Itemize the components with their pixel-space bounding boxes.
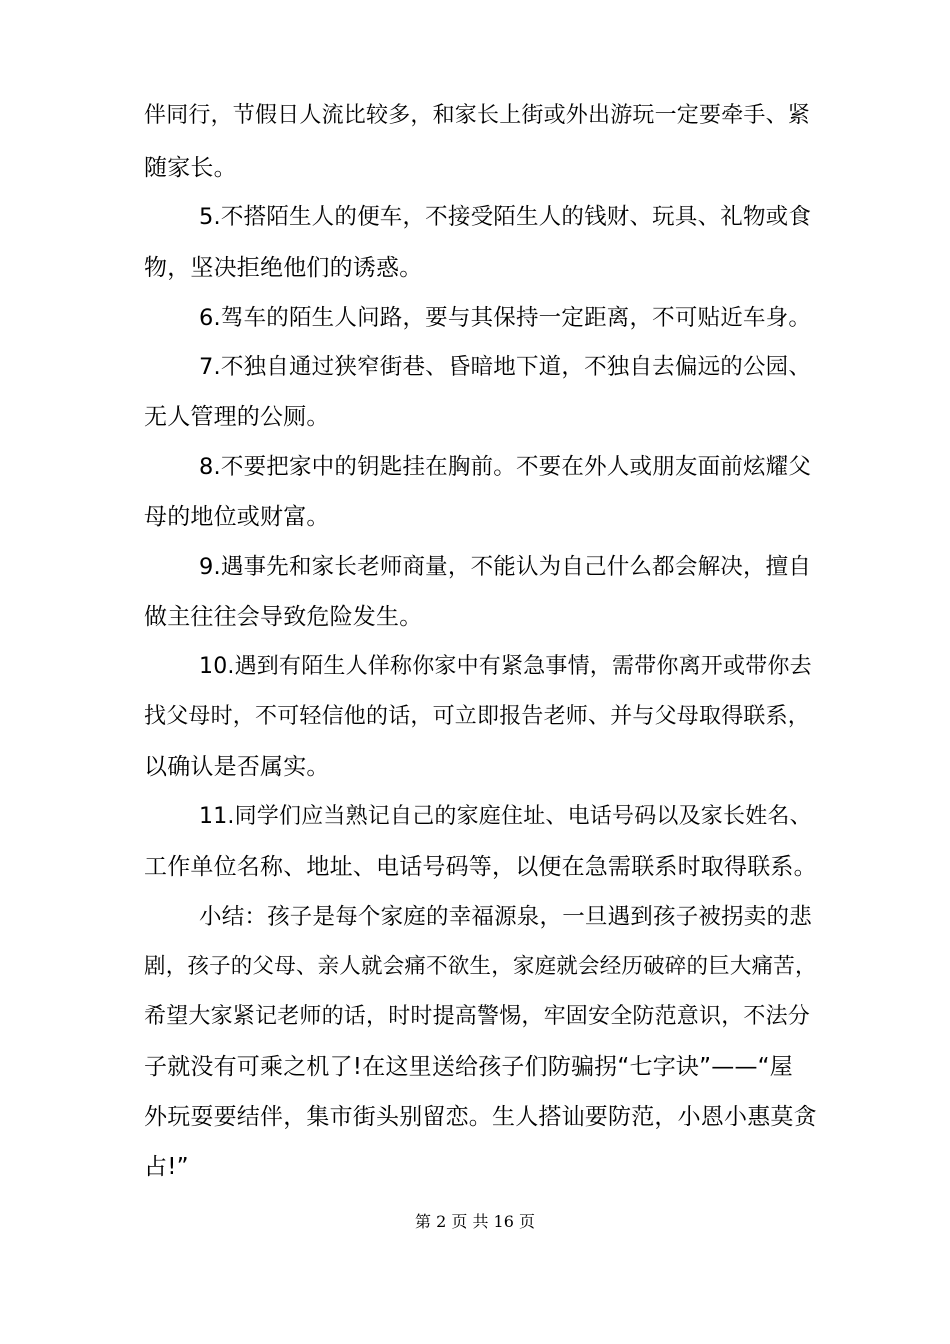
text-line: 5.不搭陌生人的便车，不接受陌生人的钱财、玩具、礼物或食: [199, 204, 812, 230]
text-line: 小结：孩子是每个家庭的幸福源泉，一旦遇到孩子被拐卖的悲: [199, 904, 812, 930]
text-line: 11.同学们应当熟记自己的家庭住址、电话号码以及家长姓名、: [199, 804, 812, 829]
text-line: 以确认是否属实。: [144, 754, 330, 780]
text-line: 9.遇事先和家长老师商量，不能认为自己什么都会解决，擅自: [199, 554, 812, 580]
text-line: 子就没有可乘之机了!在这里送给孩子们防骗拐“七字诀”——“屋: [144, 1054, 793, 1080]
text-line: 外玩耍要结伴，集市街头别留恋。生人搭讪要防范，小恩小惠莫贪: [144, 1104, 817, 1130]
text-line: 母的地位或财富。: [144, 504, 330, 530]
text-line: 希望大家紧记老师的话，时时提高警惕，牢固安全防范意识，不法分: [144, 1004, 811, 1029]
text-line: 随家长。: [144, 155, 237, 181]
text-line: 伴同行，节假日人流比较多，和家长上街或外出游玩一定要牵手、紧: [144, 103, 811, 128]
page-number-footer: 第 2 页 共 16 页: [415, 1212, 535, 1231]
text-line: 工作单位名称、地址、电话号码等，以便在急需联系时取得联系。: [144, 854, 817, 880]
text-line: 6.驾车的陌生人问路，要与其保持一定距离，不可贴近车身。: [199, 305, 812, 331]
text-line: 7.不独自通过狭窄街巷、昏暗地下道，不独自去偏远的公园、: [199, 354, 812, 380]
text-line: 占!”: [144, 1154, 189, 1180]
text-line: 8.不要把家中的钥匙挂在胸前。不要在外人或朋友面前炫耀父: [199, 454, 812, 480]
text-line: 物，坚决拒绝他们的诱惑。: [144, 255, 423, 281]
text-line: 找父母时，不可轻信他的话，可立即报告老师、并与父母取得联系，: [144, 704, 811, 729]
text-line: 做主往往会导致危险发生。: [144, 604, 423, 630]
text-line: 无人管理的公厕。: [144, 404, 330, 430]
text-line: 10.遇到有陌生人佯称你家中有紧急事情，需带你离开或带你去: [199, 654, 812, 679]
text-line: 剧，孩子的父母、亲人就会痛不欲生，家庭就会经历破碎的巨大痛苦，: [144, 954, 817, 979]
